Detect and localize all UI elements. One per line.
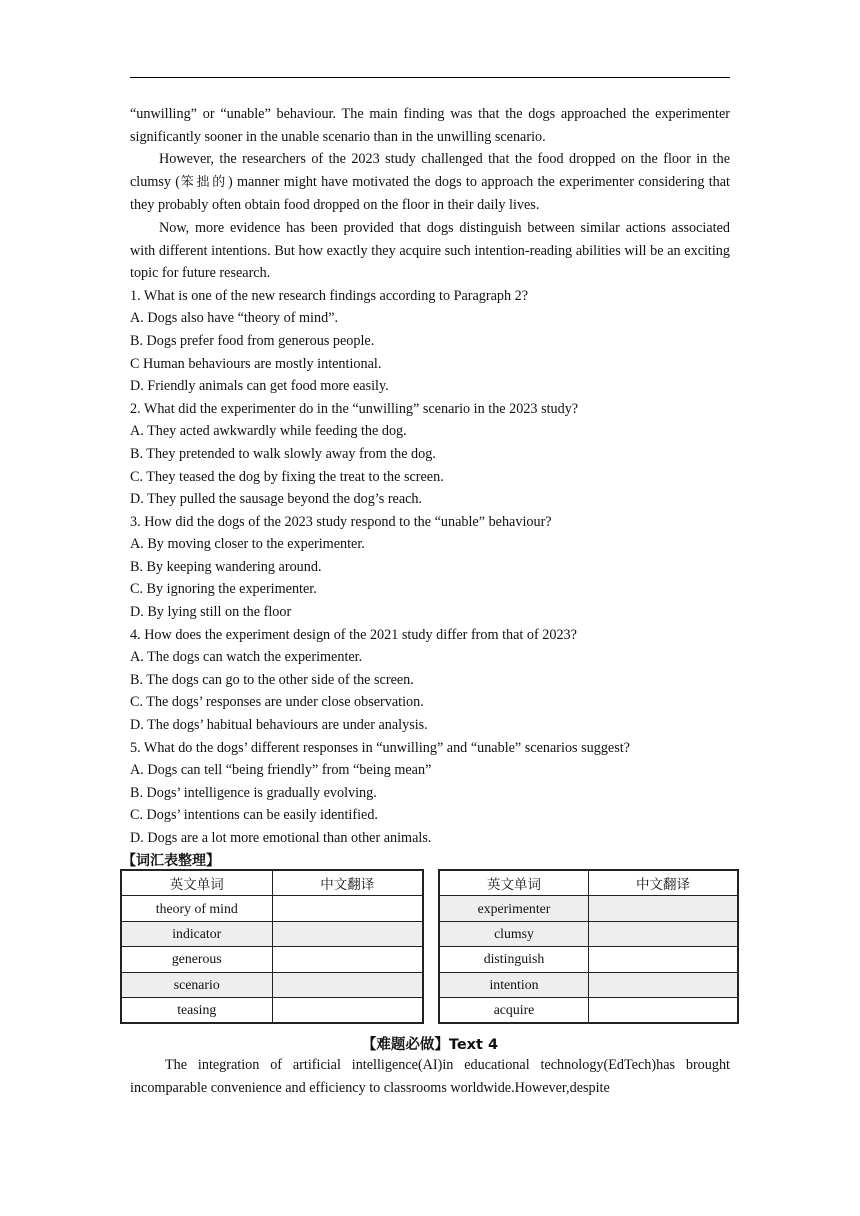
- table-row: [439, 997, 738, 1023]
- header-en: 英文单词: [121, 870, 272, 896]
- text4-paragraph: The integration of artificial intelligence(AI)in educational technology(EdTech)has brought incomparable convenience and efficiency to classrooms worldwide.However,despite: [130, 1057, 730, 1096]
- header-en: 英文单词: [439, 870, 589, 896]
- option-d: D. They pulled the sausage beyond the dog’s reach.: [130, 491, 423, 508]
- paragraph-however: However, the researchers of the 2023 study challenged that the food dropped on the floor in the clumsy (笨拙的) manner might have motivated the dogs to approach the experimenter considering that they probably often obtain food dropped on the floor in their daily lives.: [130, 151, 730, 214]
- text4-title: 【难题必做】Text 4: [361, 1037, 499, 1053]
- table-row: [439, 896, 738, 921]
- question-4: [130, 624, 730, 737]
- table-row: [439, 947, 738, 972]
- question-text: 4. How does the experiment design of the 2021 study differ from that of 2023?: [130, 626, 577, 643]
- table-header-row: [439, 870, 738, 896]
- option-d: D. By lying still on the floor: [130, 604, 292, 621]
- question-1: [130, 285, 730, 398]
- option-c: C. Dogs’ intentions can be easily identified.: [130, 807, 378, 824]
- option-c: C. They teased the dog by fixing the treat to the screen.: [130, 468, 444, 485]
- question-text: 3. How did the dogs of the 2023 study respond to the “unable” behaviour?: [130, 513, 552, 530]
- question-text: 5. What do the dogs’ different responses in “unwilling” and “unable” scenarios suggest?: [130, 739, 630, 756]
- paragraph-continuation: “unwilling” or “unable” behaviour. The main finding was that the dogs approached the experimenter significantly sooner in the unable scenario than in the unwilling scenario.: [130, 106, 730, 145]
- table-row: [121, 972, 423, 997]
- word-cell: generous: [121, 947, 272, 972]
- translation-cell[interactable]: [272, 896, 423, 921]
- question-text: 2. What did the experimenter do in the “unwilling” scenario in the 2023 study?: [130, 400, 579, 417]
- translation-cell[interactable]: [589, 972, 739, 997]
- question-3: [130, 511, 730, 624]
- translation-cell[interactable]: [589, 896, 739, 921]
- header-rule: [130, 77, 730, 78]
- question-5: [130, 737, 730, 850]
- option-c: C. By ignoring the experimenter.: [130, 581, 317, 598]
- option-a: A. They acted awkwardly while feeding the dog.: [130, 423, 407, 440]
- word-cell: indicator: [121, 921, 272, 946]
- question-2: [130, 398, 730, 511]
- header-cn: 中文翻译: [272, 870, 423, 896]
- table-row: [121, 947, 423, 972]
- translation-cell[interactable]: [589, 947, 739, 972]
- table-row: [121, 896, 423, 921]
- translation-cell[interactable]: [589, 921, 739, 946]
- option-c: C Human behaviours are mostly intentional.: [130, 355, 382, 372]
- translation-cell[interactable]: [272, 972, 423, 997]
- vocab-tables: [120, 869, 740, 1032]
- question-text: 1. What is one of the new research findings according to Paragraph 2?: [130, 287, 529, 304]
- option-b: B. Dogs prefer food from generous people.: [130, 332, 375, 349]
- table-row: [439, 921, 738, 946]
- option-d: D. Friendly animals can get food more easily.: [130, 378, 389, 395]
- option-d: D. The dogs’ habitual behaviours are under analysis.: [130, 717, 428, 734]
- word-cell: acquire: [439, 997, 589, 1023]
- paragraph-now: Now, more evidence has been provided that dogs distinguish between similar actions associated with different intentions. But how exactly they acquire such intention-reading abilities will be an exciting topic for future research.: [130, 219, 730, 282]
- translation-cell[interactable]: [272, 947, 423, 972]
- word-cell: teasing: [121, 997, 272, 1023]
- table-row: [439, 972, 738, 997]
- translation-cell[interactable]: [272, 997, 423, 1023]
- option-b: B. By keeping wandering around.: [130, 558, 322, 575]
- option-b: B. Dogs’ intelligence is gradually evolving.: [130, 784, 377, 801]
- option-a: A. The dogs can watch the experimenter.: [130, 649, 363, 666]
- passage-content: [122, 103, 730, 872]
- option-b: B. The dogs can go to the other side of the screen.: [130, 671, 414, 688]
- word-cell: intention: [439, 972, 589, 997]
- option-b: B. They pretended to walk slowly away from the dog.: [130, 445, 436, 462]
- header-cn: 中文翻译: [589, 870, 739, 896]
- word-cell: experimenter: [439, 896, 589, 921]
- word-cell: scenario: [121, 972, 272, 997]
- option-d: D. Dogs are a lot more emotional than other animals.: [130, 830, 432, 846]
- option-a: A. Dogs can tell “being friendly” from “being mean”: [130, 762, 432, 779]
- vocab-table-left: [120, 869, 424, 1024]
- table-row: [121, 921, 423, 946]
- translation-cell[interactable]: [589, 997, 739, 1023]
- table-header-row: [121, 870, 423, 896]
- table-row: [121, 997, 423, 1023]
- vocab-section-title: 【词汇表整理】: [122, 852, 220, 869]
- translation-cell[interactable]: [272, 921, 423, 946]
- option-a: A. By moving closer to the experimenter.: [130, 536, 365, 553]
- option-c: C. The dogs’ responses are under close observation.: [130, 694, 424, 711]
- word-cell: distinguish: [439, 947, 589, 972]
- option-a: A. Dogs also have “theory of mind”.: [130, 310, 339, 327]
- word-cell: clumsy: [439, 921, 589, 946]
- word-cell: theory of mind: [121, 896, 272, 921]
- text4-content: [130, 1054, 730, 1099]
- vocab-table-right: [438, 869, 739, 1024]
